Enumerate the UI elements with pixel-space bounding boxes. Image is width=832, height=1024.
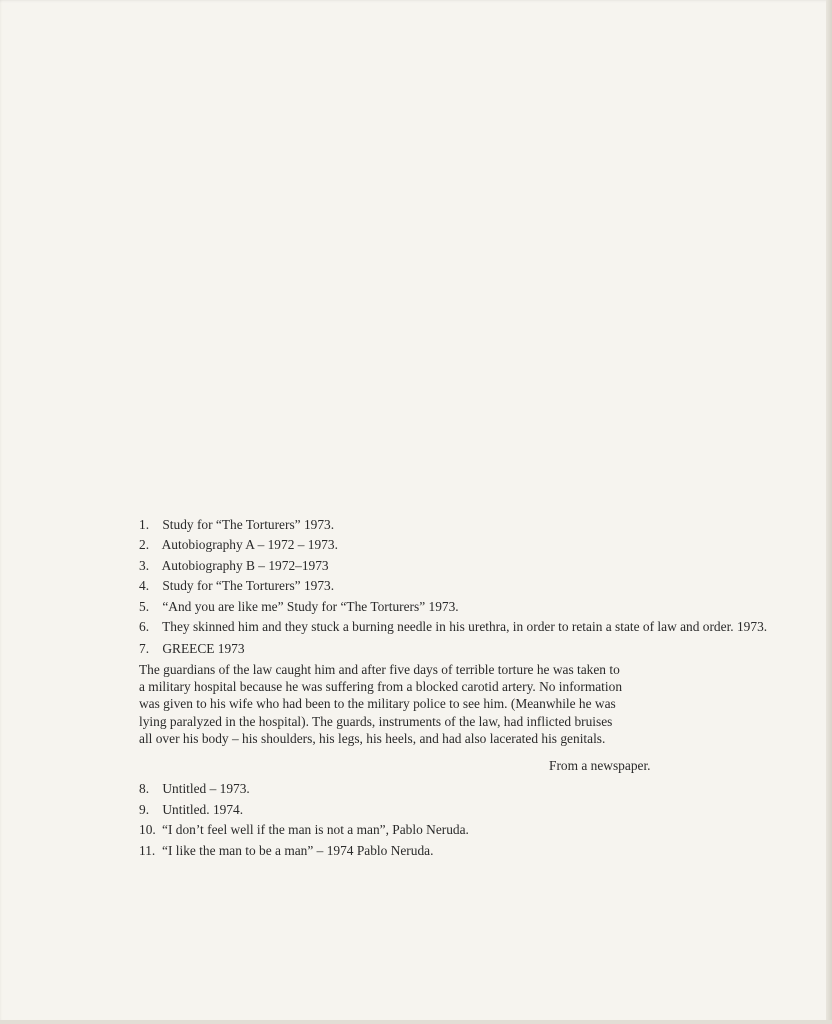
works-list-top	[139, 515, 829, 637]
greece-heading: 7. GREECE 1973	[139, 641, 245, 656]
excerpt-line: lying paralyzed in the hospital). The guards, instruments of the law, had inflicted bruises	[139, 713, 613, 729]
list-item: 6. They skinned him and they stuck a burning needle in his urethra, in order to retain a state of law and order. 1973.	[139, 619, 768, 635]
list-item: 11. “I like the man to be a man” – 1974 Pablo Neruda.	[139, 842, 434, 858]
list-item: 5. “And you are like me” Study for “The Torturers” 1973.	[139, 598, 459, 614]
excerpt-line: The guardians of the law caught him and after five days of terrible torture he was taken to	[139, 662, 620, 677]
list-item: 9. Untitled. 1974.	[139, 801, 244, 817]
list-item: 4. Study for “The Torturers” 1973.	[139, 578, 335, 594]
excerpt-line: was given to his wife who had been to the military police to see him. (Meanwhile he was	[139, 696, 616, 712]
list-item: 10. “I don’t feel well if the man is not a man”, Pablo Neruda.	[139, 822, 469, 837]
list-item: 1. Study for “The Torturers” 1973.	[139, 517, 335, 532]
list-item: 3. Autobiography B – 1972–1973	[139, 557, 329, 573]
page-bottom-edge	[0, 1020, 832, 1024]
page-right-edge	[826, 0, 832, 1024]
newspaper-excerpt	[139, 661, 663, 747]
list-item: 8. Untitled – 1973.	[139, 781, 250, 796]
excerpt-line: a military hospital because he was suffering from a blocked carotid artery. No information	[139, 679, 623, 695]
list-item: 2. Autobiography A – 1972 – 1973.	[139, 537, 338, 553]
excerpt-source: From a newspaper.	[549, 758, 651, 773]
excerpt-line: all over his body – his shoulders, his legs, his heels, and had also lacerated his genitals.	[139, 730, 606, 746]
works-list-bottom	[139, 779, 469, 861]
